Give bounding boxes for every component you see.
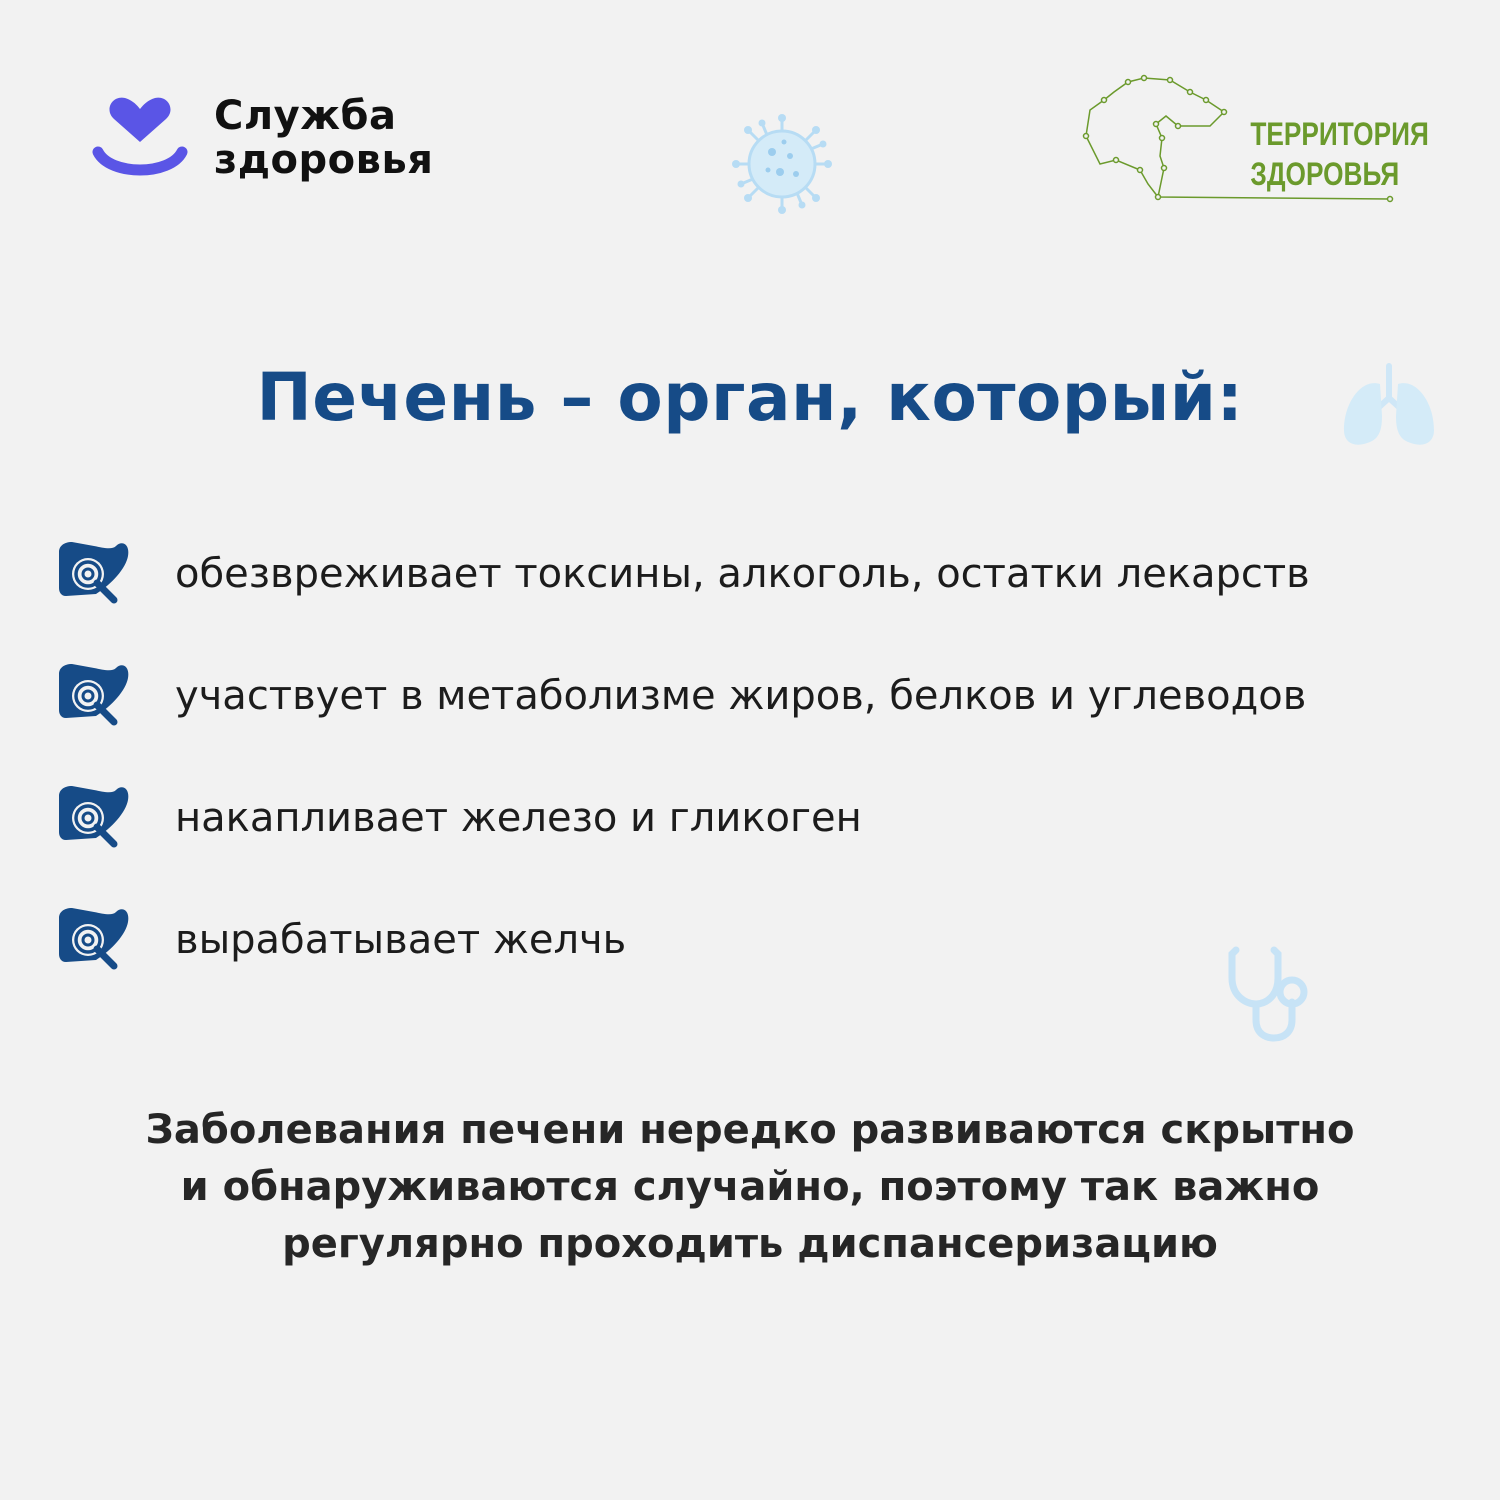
logo-right-line2: ЗДОРОВЬЯ xyxy=(1250,156,1400,192)
logo-sluzhba-zdorovya xyxy=(92,92,492,202)
function-text: накапливает железо и гликоген xyxy=(175,795,862,841)
list-item xyxy=(56,662,1456,742)
function-text: участвует в метаболизме жиров, белков и углеводов xyxy=(175,673,1307,719)
note-line: регулярно проходить диспансеризацию xyxy=(282,1221,1218,1267)
liver-magnifier-icon xyxy=(56,906,132,976)
function-text: вырабатывает желчь xyxy=(175,917,627,963)
bottom-note xyxy=(0,1102,1500,1273)
stethoscope-icon xyxy=(1222,944,1314,1044)
function-text: обезвреживает токсины, алкоголь, остатки лекарств xyxy=(175,551,1310,597)
logo-right-line1: ТЕРРИТОРИЯ xyxy=(1250,116,1429,152)
logo-left-line2: здоровья xyxy=(214,137,434,183)
note-line: Заболевания печени нередко развиваются скрытно xyxy=(145,1107,1355,1153)
liver-magnifier-icon xyxy=(56,662,132,732)
liver-magnifier-icon xyxy=(56,784,132,854)
logo-territoriya-zdorovya xyxy=(1078,72,1429,212)
logo-left-text xyxy=(214,94,433,182)
page-title: Печень – орган, который: xyxy=(256,359,1244,436)
logo-left-line1: Служба xyxy=(214,93,397,139)
note-line: и обнаруживаются случайно, поэтому так важно xyxy=(180,1164,1320,1210)
virus-icon xyxy=(730,112,834,216)
list-item xyxy=(56,540,1456,620)
heart-smile-logo-icon xyxy=(92,92,188,188)
list-item xyxy=(56,784,1456,864)
liver-magnifier-icon xyxy=(56,540,132,610)
logo-right-text xyxy=(1250,114,1429,194)
